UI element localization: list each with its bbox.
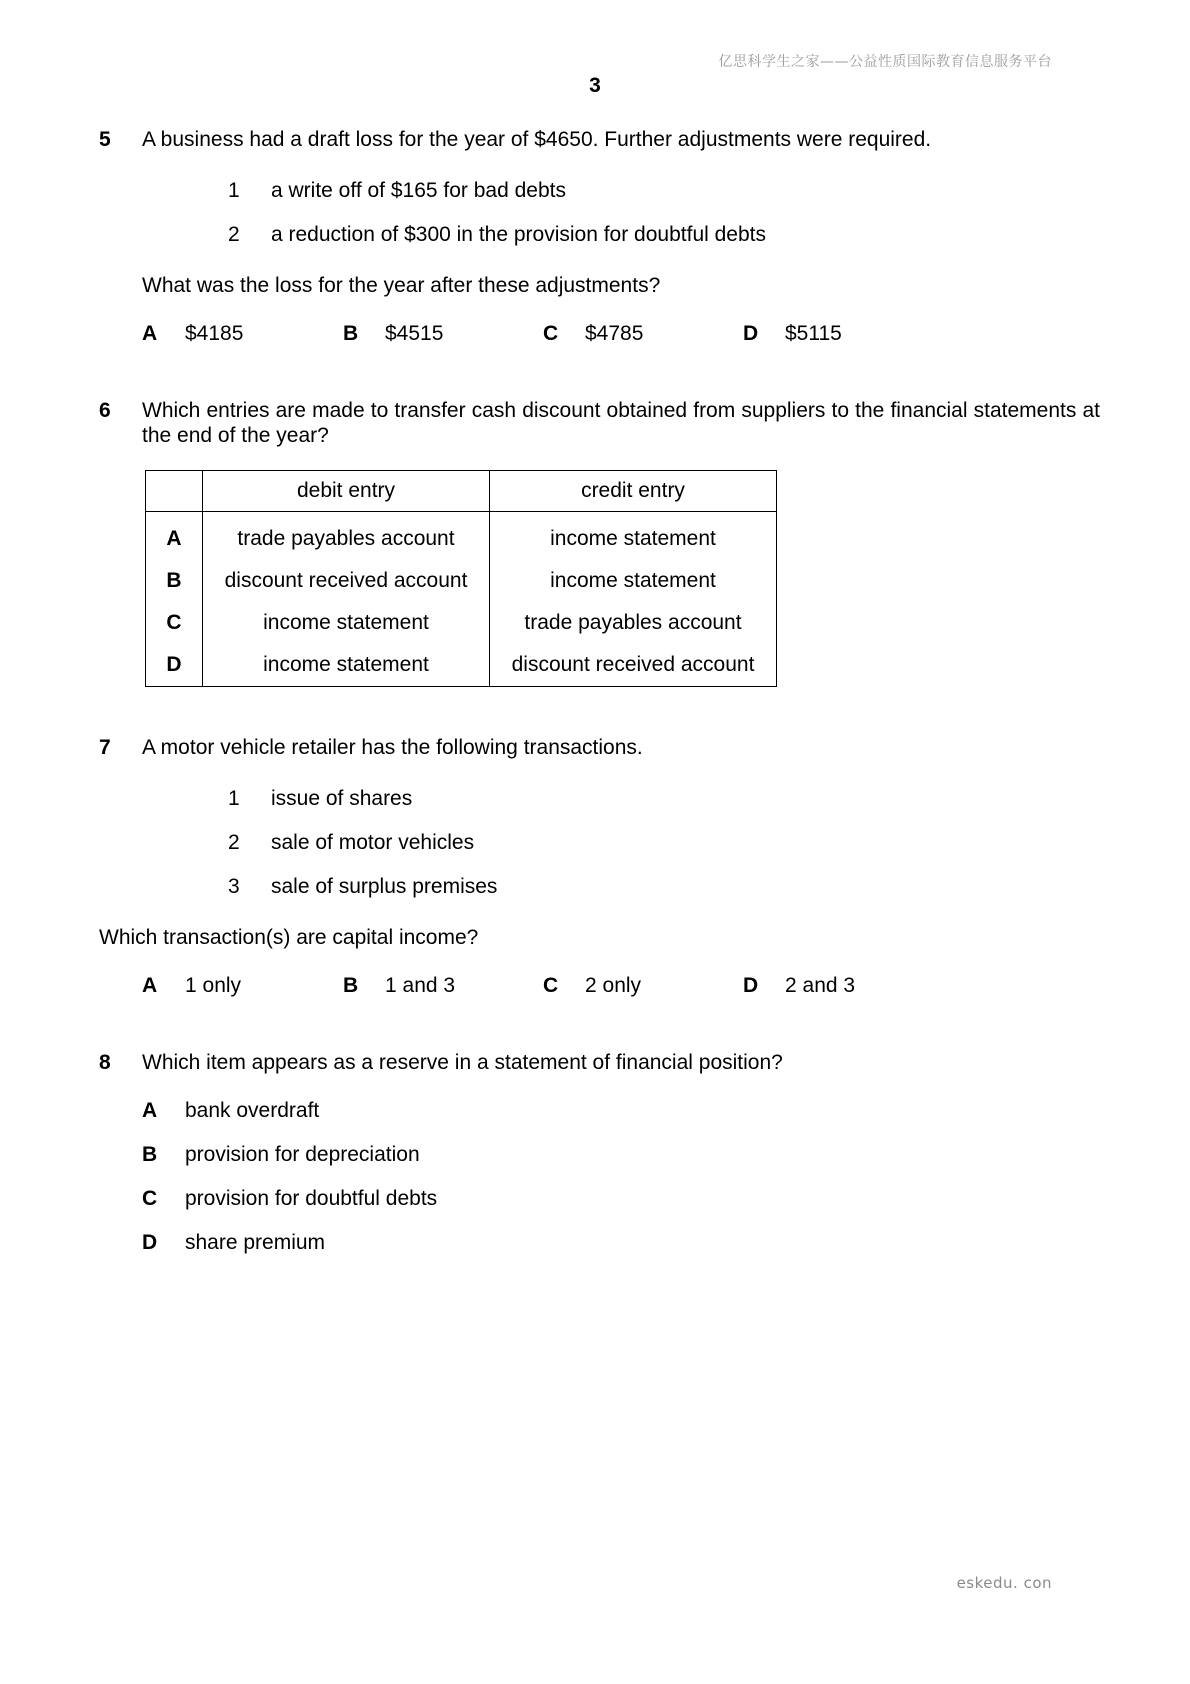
- question-number: 5: [99, 128, 111, 151]
- option-text: bank overdraft: [185, 1099, 320, 1122]
- credit-entry-cell: discount received account: [490, 644, 777, 687]
- table-header-cell: [146, 471, 203, 512]
- table-header-row: [146, 471, 777, 512]
- question-number: 7: [99, 736, 111, 759]
- question-stem: Which entries are made to transfer cash discount obtained from suppliers to the financial statements at the end of the year?: [142, 399, 1100, 447]
- option-text: $4185: [185, 322, 244, 345]
- option-letter: D: [743, 974, 759, 997]
- option-letter: B: [142, 1143, 158, 1166]
- debit-entry-cell: income statement: [203, 602, 490, 644]
- entries-table: [145, 470, 777, 687]
- option-text: 2 only: [585, 974, 642, 997]
- row-letter: A: [146, 512, 203, 561]
- table-row: [146, 602, 777, 644]
- item-number: 2: [228, 831, 240, 854]
- option-text: $5115: [785, 322, 842, 345]
- item-number: 1: [228, 179, 240, 202]
- option-letter: C: [142, 1187, 158, 1210]
- option-letter: D: [743, 322, 759, 345]
- item-text: sale of surplus premises: [271, 875, 498, 898]
- option-text: 1 only: [185, 974, 242, 997]
- table-row: [146, 512, 777, 561]
- item-text: sale of motor vehicles: [271, 831, 475, 854]
- watermark-footer: eskedu. con: [956, 1574, 1052, 1592]
- option-letter: D: [142, 1231, 158, 1254]
- option-letter: C: [543, 322, 559, 345]
- table-row: [146, 560, 777, 602]
- table-row: [146, 644, 777, 687]
- option-text: share premium: [185, 1231, 326, 1254]
- option-text: provision for depreciation: [185, 1143, 420, 1166]
- question-number: 6: [99, 399, 111, 422]
- option-text: $4515: [385, 322, 444, 345]
- option-text: 1 and 3: [385, 974, 456, 997]
- question-prompt: Which transaction(s) are capital income?: [99, 926, 479, 949]
- question-stem: A business had a draft loss for the year of $4650. Further adjustments were required.: [142, 128, 932, 151]
- row-letter: C: [146, 602, 203, 644]
- option-text: 2 and 3: [785, 974, 856, 997]
- credit-entry-cell: trade payables account: [490, 602, 777, 644]
- option-letter: A: [142, 974, 158, 997]
- item-number: 1: [228, 787, 240, 810]
- item-number: 2: [228, 223, 240, 246]
- debit-entry-cell: income statement: [203, 644, 490, 687]
- debit-entry-cell: discount received account: [203, 560, 490, 602]
- option-letter: A: [142, 1099, 158, 1122]
- watermark-header: 亿思科学生之家——公益性质国际教育信息服务平台: [718, 54, 1052, 70]
- row-letter: B: [146, 560, 203, 602]
- credit-entry-cell: income statement: [490, 512, 777, 561]
- option-letter: B: [343, 322, 359, 345]
- question-number: 8: [99, 1051, 111, 1074]
- credit-entry-cell: income statement: [490, 560, 777, 602]
- question-prompt: What was the loss for the year after these adjustments?: [142, 274, 661, 297]
- item-number: 3: [228, 875, 240, 898]
- table-header-cell: debit entry: [203, 471, 490, 512]
- option-letter: B: [343, 974, 359, 997]
- option-text: $4785: [585, 322, 644, 345]
- item-text: a write off of $165 for bad debts: [271, 179, 566, 202]
- question-stem: Which item appears as a reserve in a statement of financial position?: [142, 1051, 783, 1074]
- table-header-cell: credit entry: [490, 471, 777, 512]
- option-text: provision for doubtful debts: [185, 1187, 438, 1210]
- item-text: issue of shares: [271, 787, 413, 810]
- row-letter: D: [146, 644, 203, 687]
- debit-entry-cell: trade payables account: [203, 512, 490, 561]
- option-letter: A: [142, 322, 158, 345]
- item-text: a reduction of $300 in the provision for doubtful debts: [271, 223, 766, 246]
- option-letter: C: [543, 974, 559, 997]
- question-stem: A motor vehicle retailer has the following transactions.: [142, 736, 643, 759]
- page-number: 3: [589, 74, 601, 97]
